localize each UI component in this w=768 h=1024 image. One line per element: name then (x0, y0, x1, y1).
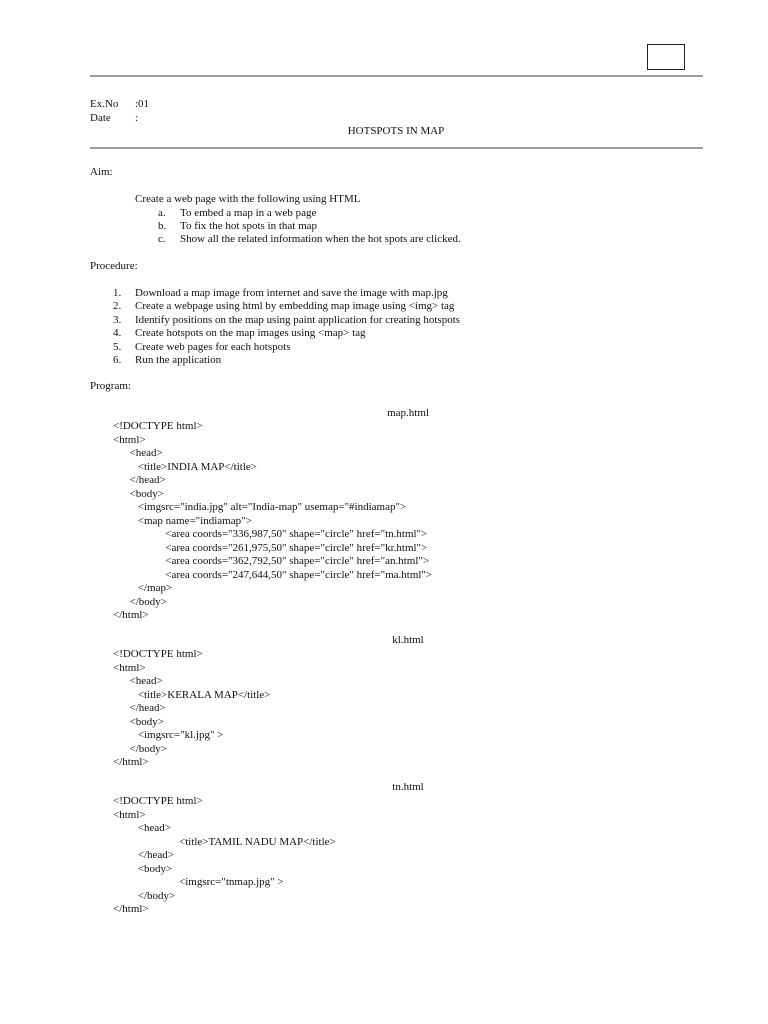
code-line: </head> (113, 849, 174, 861)
code-line: <html> (113, 808, 146, 821)
aim-item-marker: b. (158, 220, 167, 232)
code-line: </head> (113, 702, 166, 714)
file-name: map.html (387, 407, 429, 419)
code-line: <area coords="362,792,50" shape="circle" href="an.html"> (113, 555, 430, 567)
code-line: </head> (113, 474, 166, 486)
procedure-step-number: 6. (113, 354, 122, 366)
code-line: <imgsrc="india.jpg" alt="India-map" usemap="#indiamap"> (113, 501, 407, 513)
code-line: <imgsrc="tnmap.jpg" > (113, 876, 284, 888)
code-line: <!DOCTYPE html> (113, 795, 203, 807)
procedure-label: Procedure: (90, 260, 138, 272)
code-line: </body> (113, 889, 176, 902)
code-line: <area coords="336,987,50" shape="circle" href="tn.html"> (113, 528, 428, 540)
code-line: <map name="indiamap"> (113, 514, 252, 527)
date-label: Date (90, 112, 111, 124)
date-value: : (135, 112, 139, 124)
aim-item-text: Show all the related information when the hot spots are clicked. (180, 233, 461, 245)
page-number-box (647, 44, 685, 70)
program-label: Program: (90, 380, 131, 392)
code-line: <body> (113, 487, 164, 500)
code-line: </map> (113, 582, 173, 594)
procedure-step-text: Download a map image from internet and save the image with map.jpg (135, 287, 448, 299)
procedure-step-text: Create a webpage using html by embedding map image using <img> tag (135, 300, 455, 312)
procedure-step-text: Identify positions on the map using paint application for creating hotspots (135, 314, 461, 326)
top-rule (90, 75, 703, 77)
code-block (113, 420, 432, 623)
aim-intro: Create a web page with the following using HTML (135, 193, 361, 205)
exno-label: Ex.No (90, 98, 119, 110)
page-title: HOTSPOTS IN MAP (347, 125, 445, 137)
aim-item-marker: c. (158, 233, 166, 245)
procedure-step-number: 5. (113, 341, 122, 353)
code-line: <head> (113, 447, 163, 459)
aim-item-text: To fix the hot spots in that map (180, 220, 318, 232)
code-line: </body> (113, 742, 167, 755)
procedure-step-text: Create web pages for each hotspots (135, 341, 291, 353)
code-block (113, 648, 270, 770)
code-line: <!DOCTYPE html> (113, 648, 203, 660)
code-line: <title>TAMIL NADU MAP</title> (113, 835, 336, 848)
code-line: <html> (113, 661, 146, 674)
aim-label: Aim: (90, 166, 113, 178)
code-line: <title>KERALA MAP</title> (113, 688, 271, 701)
code-block (113, 795, 336, 917)
header-rule (90, 147, 703, 149)
code-line: </html> (113, 756, 149, 768)
code-line: <body> (113, 715, 164, 728)
file-name: tn.html (392, 781, 424, 793)
code-line: <head> (113, 675, 163, 687)
code-line: <!DOCTYPE html> (113, 420, 203, 432)
file-name: kl.html (392, 634, 424, 646)
code-line: <imgsrc="kl.jpg" > (113, 729, 224, 741)
procedure-step-text: Run the application (135, 354, 222, 366)
exno-value: :01 (135, 98, 150, 110)
aim-item-marker: a. (158, 207, 166, 219)
aim-item-text: To embed a map in a web page (180, 207, 317, 219)
procedure-step-text: Create hotspots on the map images using <map> tag (135, 327, 366, 339)
code-line: <html> (113, 433, 146, 446)
code-line: <area coords="247,644,50" shape="circle" href="ma.html"> (113, 568, 433, 581)
procedure-step-number: 2. (113, 300, 122, 312)
procedure-step-number: 1. (113, 287, 122, 299)
code-line: <body> (113, 862, 173, 875)
code-line: <area coords="261,975,50" shape="circle" href="kr.html"> (113, 541, 428, 554)
code-line: <head> (113, 822, 171, 834)
code-line: </html> (113, 903, 149, 915)
procedure-step-number: 3. (113, 314, 122, 326)
code-line: </html> (113, 609, 149, 621)
code-line: <title>INDIA MAP</title> (113, 460, 257, 473)
procedure-step-number: 4. (113, 327, 122, 339)
code-line: </body> (113, 595, 167, 608)
